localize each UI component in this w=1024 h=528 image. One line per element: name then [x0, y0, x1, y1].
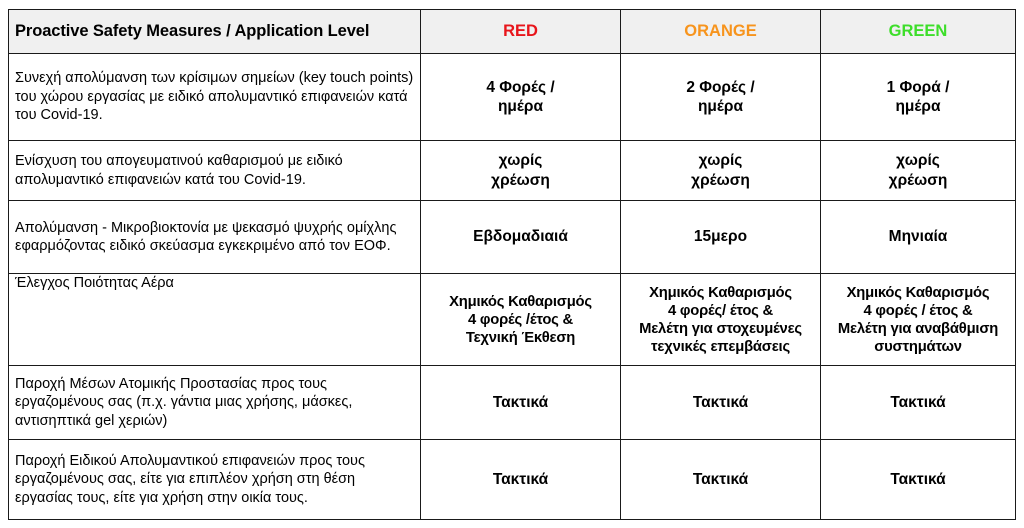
header-green: GREEN [821, 10, 1016, 54]
green-level-cell: Χημικός Καθαρισμός 4 φορές / έτος & Μελέτη για αναβάθμιση συστημάτων [821, 274, 1016, 366]
measure-cell: Παροχή Ειδικού Απολυμαντικού επιφανειών προς τους εργαζομένους σας, είτε για επιπλέον χρήση στη θέση εργασίας τους, είτε για χρήση στην οικία τους. [9, 440, 421, 520]
header-red: RED [421, 10, 621, 54]
orange-level-cell: Χημικός Καθαρισμός 4 φορές/ έτος & Μελέτη για στοχευμένες τεχνικές επεμβάσεις [621, 274, 821, 366]
red-level-cell: Εβδομαδιαιά [421, 201, 621, 274]
safety-measures-table [8, 9, 1016, 520]
table-header [9, 10, 1016, 54]
orange-level-cell: 15μερο [621, 201, 821, 274]
green-level-cell: Τακτικά [821, 440, 1016, 520]
green-level-cell: Τακτικά [821, 366, 1016, 440]
table-row [9, 201, 1016, 274]
header-row [9, 10, 1016, 54]
green-level-cell: 1 Φορά / ημέρα [821, 54, 1016, 141]
header-orange: ORANGE [621, 10, 821, 54]
red-level-cell: 4 Φορές / ημέρα [421, 54, 621, 141]
orange-level-cell: χωρίς χρέωση [621, 141, 821, 201]
green-level-cell: Μηνιαία [821, 201, 1016, 274]
red-level-cell: χωρίς χρέωση [421, 141, 621, 201]
table-row [9, 366, 1016, 440]
header-measures: Proactive Safety Measures / Application Level [9, 10, 421, 54]
measure-cell: Παροχή Μέσων Ατομικής Προστασίας προς τους εργαζομένους σας (π.χ. γάντια μιας χρήσης, μάσκες, αντισηπτικά gel χεριών) [9, 366, 421, 440]
red-level-cell: Χημικός Καθαρισμός 4 φορές /έτος & Τεχνική Έκθεση [421, 274, 621, 366]
measure-cell: Ενίσχυση του απογευματινού καθαρισμού με ειδικό απολυμαντικό επιφανειών κατά του Covid-19. [9, 141, 421, 201]
red-level-cell: Τακτικά [421, 366, 621, 440]
table-row [9, 54, 1016, 141]
table-row [9, 440, 1016, 520]
orange-level-cell: Τακτικά [621, 366, 821, 440]
red-level-cell: Τακτικά [421, 440, 621, 520]
table-body [9, 54, 1016, 520]
table-row [9, 274, 1016, 366]
measure-cell: Συνεχή απολύμανση των κρίσιμων σημείων (key touch points) του χώρου εργασίας με ειδικό απολυμαντικό επιφανειών κατά του Covid-19. [9, 54, 421, 141]
orange-level-cell: 2 Φορές / ημέρα [621, 54, 821, 141]
table-row [9, 141, 1016, 201]
orange-level-cell: Τακτικά [621, 440, 821, 520]
green-level-cell: χωρίς χρέωση [821, 141, 1016, 201]
measure-cell: Απολύμανση - Μικροβιοκτονία με ψεκασμό ψυχρής ομίχλης εφαρμόζοντας ειδικό σκεύασμα εγκεκριμένο από τον ΕΟΦ. [9, 201, 421, 274]
measure-cell: Έλεγχος Ποιότητας Αέρα [9, 274, 421, 366]
